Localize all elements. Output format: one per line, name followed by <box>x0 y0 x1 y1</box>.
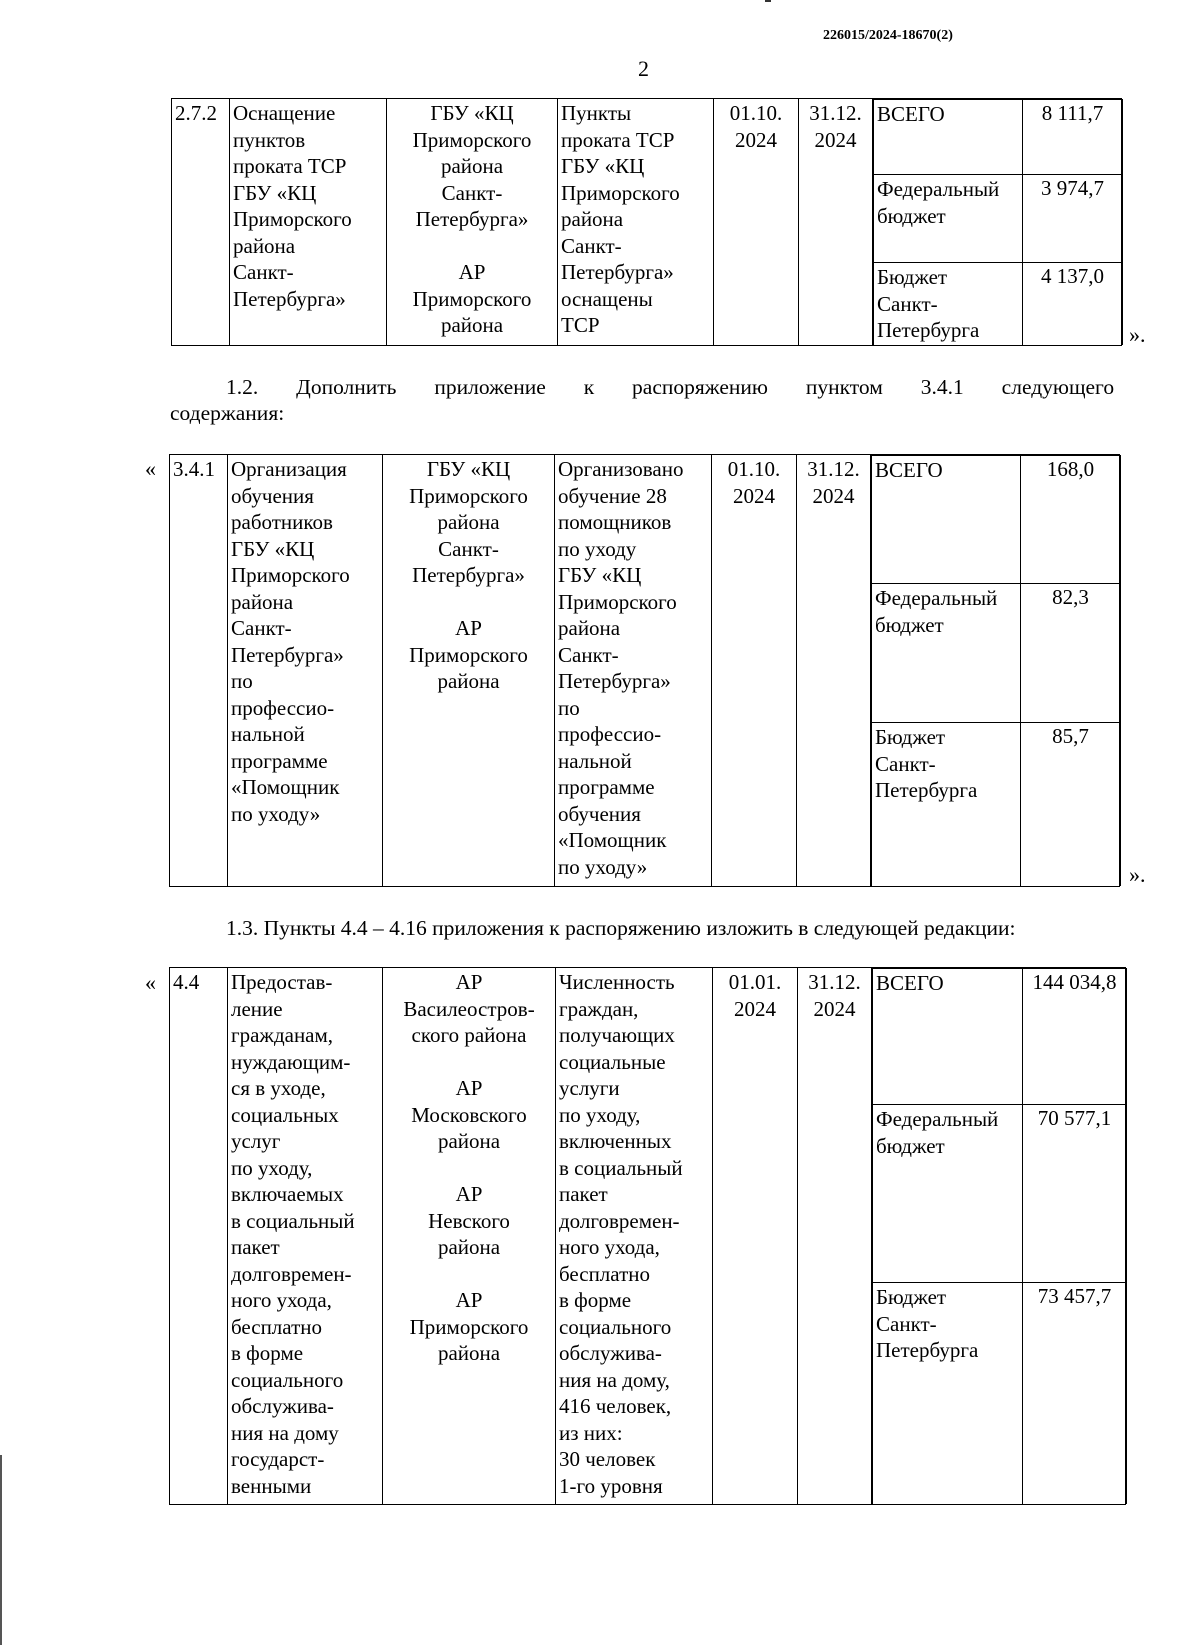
item-executor: АР Василеостров- ского района АР Московского района АР Невского района АР Приморского района <box>383 968 556 1505</box>
scan-mark <box>765 0 771 2</box>
word: пунктом <box>805 375 883 399</box>
word: распоряжению <box>632 375 768 399</box>
item-start-date: 01.01. 2024 <box>713 968 798 1505</box>
item-start-date: 01.10. 2024 <box>712 455 797 887</box>
closing-quote: ». <box>1129 322 1146 347</box>
financing-table <box>872 968 1127 1504</box>
paragraph-1-2-line-1 <box>226 374 1114 400</box>
paragraph-1-2-line-2: содержания: <box>170 401 285 425</box>
item-name: Предостав- ление гражданам, нуждающим- ся в уходе, социальных услуг по уходу, включаемых в социальный пакет долговремен- ного ухода, бесплатно в форме социального обслужива- ния на дому государст- венными <box>228 968 383 1505</box>
fin-amount: 73 457,7 <box>1023 1283 1127 1504</box>
fin-source: Федеральный бюджет <box>872 584 1021 723</box>
item-number: 4.4 <box>170 968 228 1505</box>
item-name: Организация обучения работников ГБУ «КЦ Приморского района Санкт- Петербурга» по профессио- нальной программе «Помощник по уходу» <box>228 455 383 887</box>
page-number: 2 <box>638 56 649 81</box>
table-item-4-4 <box>169 967 1126 1505</box>
financing-cell <box>872 968 1126 1505</box>
word: следующего <box>1001 375 1115 399</box>
fin-amount: 3 974,7 <box>1023 175 1123 263</box>
item-number: 3.4.1 <box>170 455 228 887</box>
fin-amount: 8 111,7 <box>1023 100 1123 175</box>
item-start-date: 01.10. 2024 <box>714 99 799 346</box>
fin-amount: 4 137,0 <box>1023 263 1123 345</box>
fin-source: Бюджет Санкт- Петербурга <box>874 263 1023 345</box>
item-executor: ГБУ «КЦ Приморского района Санкт- Петербурга» АР Приморского района <box>383 455 555 887</box>
word: приложение <box>434 375 546 399</box>
fin-source: ВСЕГО <box>874 100 1023 175</box>
word: 1.2. <box>226 375 259 399</box>
item-end-date: 31.12. 2024 <box>799 99 873 346</box>
fin-source: Бюджет Санкт- Петербурга <box>872 723 1021 886</box>
word: Дополнить <box>296 375 397 399</box>
fin-amount: 85,7 <box>1021 723 1121 886</box>
fin-source: Федеральный бюджет <box>874 175 1023 263</box>
word: к <box>583 375 595 399</box>
table-item-2-7-2 <box>171 98 1122 346</box>
financing-table <box>873 99 1123 345</box>
item-end-date: 31.12. 2024 <box>797 455 871 887</box>
fin-amount: 70 577,1 <box>1023 1105 1127 1283</box>
scan-edge <box>0 1455 2 1645</box>
fin-amount: 82,3 <box>1021 584 1121 723</box>
fin-source: ВСЕГО <box>873 969 1023 1105</box>
closing-quote: ». <box>1129 862 1146 887</box>
word: 3.4.1 <box>920 375 964 399</box>
financing-cell <box>871 455 1120 887</box>
item-end-date: 31.12. 2024 <box>798 968 872 1505</box>
item-result: Численность граждан, получающих социальные услуги по уходу, включенных в социальный пакет долговремен- ного ухода, бесплатно в форме социального обслужива- ния на дому, 416 человек, из них: 30 человек 1-го уровня <box>556 968 713 1505</box>
item-result: Организовано обучение 28 помощников по уходу ГБУ «КЦ Приморского района Санкт- Петербурга» по профессио- нальной программе обучения «Помощник по уходу» <box>555 455 712 887</box>
item-number: 2.7.2 <box>172 99 230 346</box>
financing-table <box>871 455 1121 886</box>
financing-cell <box>873 99 1122 346</box>
fin-source: ВСЕГО <box>872 456 1021 584</box>
table-item-3-4-1 <box>169 454 1120 887</box>
opening-quote: « <box>145 456 156 481</box>
paragraph-1-3: 1.3. Пункты 4.4 – 4.16 приложения к распоряжению изложить в следующей редакции: <box>226 916 1016 940</box>
fin-source: Федеральный бюджет <box>873 1105 1023 1283</box>
item-executor: ГБУ «КЦ Приморского района Санкт- Петербурга» АР Приморского района <box>387 99 558 346</box>
item-name: Оснащение пунктов проката ТСР ГБУ «КЦ Приморского района Санкт- Петербурга» <box>230 99 387 346</box>
document-code: 226015/2024-18670(2) <box>823 28 953 43</box>
fin-amount: 144 034,8 <box>1023 969 1127 1105</box>
item-result: Пункты проката ТСР ГБУ «КЦ Приморского района Санкт- Петербурга» оснащены ТСР <box>558 99 714 346</box>
opening-quote: « <box>145 970 156 995</box>
fin-amount: 168,0 <box>1021 456 1121 584</box>
fin-source: Бюджет Санкт- Петербурга <box>873 1283 1023 1504</box>
